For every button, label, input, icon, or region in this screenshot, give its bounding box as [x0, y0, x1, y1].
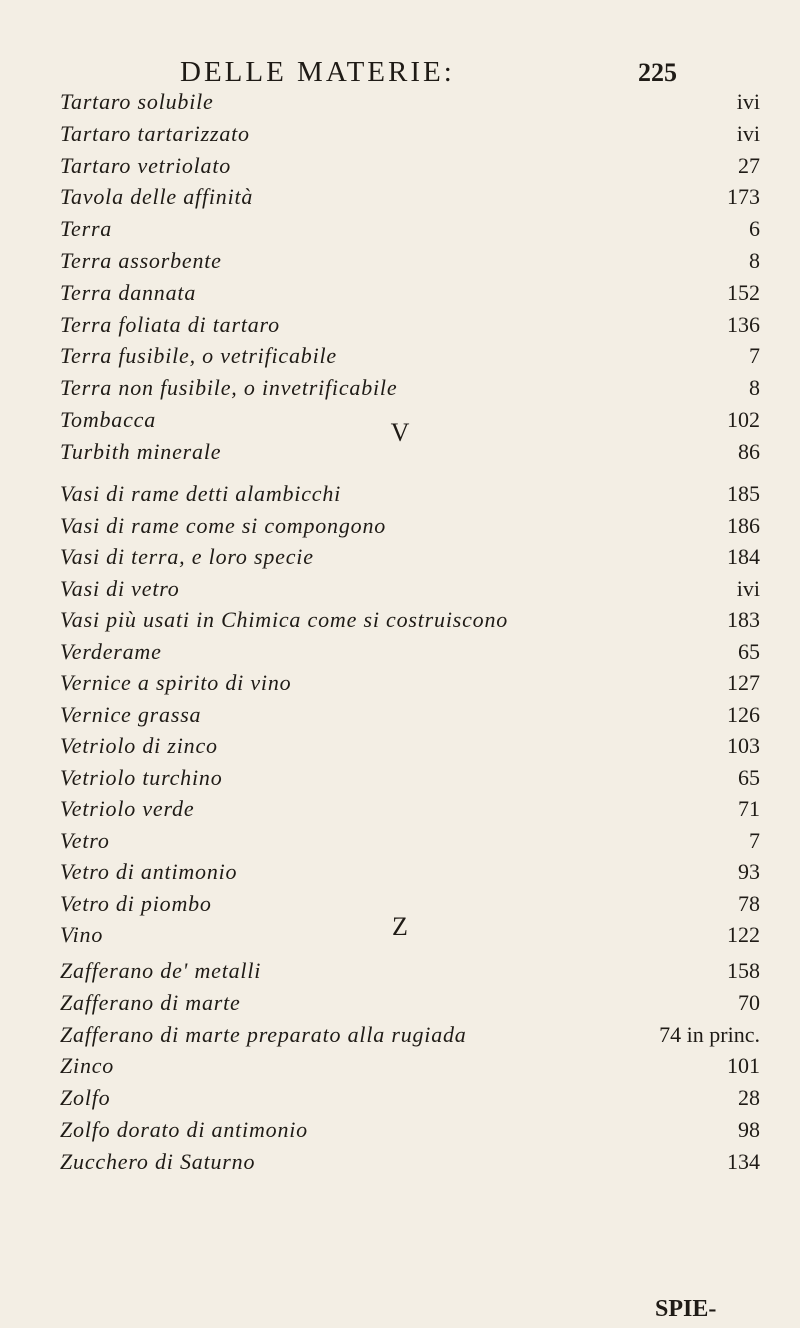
section-letter: Z [392, 912, 408, 941]
index-entry [60, 958, 760, 988]
entry-term: Terra fusibile, o vetrificabile [60, 343, 337, 369]
entry-page-ref: 8 [749, 248, 760, 273]
index-entry [60, 121, 760, 151]
entry-page-ref: ivi [736, 89, 760, 114]
index-entry [60, 1117, 760, 1147]
entry-page-ref: 126 [727, 701, 760, 727]
entry-term: Terra dannata [60, 279, 197, 305]
entry-page-ref: 152 [727, 279, 760, 305]
index-entry [60, 248, 760, 278]
index-entry [60, 670, 760, 700]
index-entry [60, 1053, 760, 1083]
entry-page-ref: 173 [727, 184, 760, 210]
index-entry [60, 796, 760, 826]
entry-term: Vernice a spirito di vino [60, 670, 292, 695]
entry-page-ref: 103 [727, 733, 760, 758]
entry-page-ref: 184 [727, 544, 760, 569]
index-entry [60, 576, 760, 606]
index-entry [60, 343, 760, 373]
entry-page-ref: 28 [738, 1085, 760, 1111]
entry-term: Terra assorbente [60, 248, 222, 273]
entry-page-ref: 134 [727, 1148, 760, 1174]
index-entry [60, 639, 760, 669]
index-entry [60, 765, 760, 795]
entry-term: Tombacca [60, 407, 157, 432]
entry-page-ref: 136 [727, 311, 760, 337]
index-entry [60, 184, 760, 214]
entry-term: Tavola delle affinità [60, 184, 254, 210]
index-entry [60, 153, 760, 183]
header-title: DELLE MATERIE: [180, 56, 455, 88]
index-entry [60, 1022, 760, 1052]
index-entry [60, 513, 760, 543]
entry-term: Zucchero di Saturno [60, 1148, 256, 1174]
entry-term: Vasi di vetro [60, 575, 180, 601]
entry-term: Vino [60, 922, 104, 947]
entry-term: Zafferano de' metalli [60, 958, 262, 983]
page-number: 225 [638, 58, 677, 87]
entry-page-ref: 6 [749, 216, 760, 242]
index-entry [60, 828, 760, 858]
entry-term: Vetriolo turchino [60, 764, 223, 790]
index-entry [60, 216, 760, 246]
entry-term: Terra [60, 216, 113, 242]
entry-term: Vasi di rame come si compongono [60, 512, 387, 538]
entry-page-ref: 101 [727, 1053, 760, 1079]
entry-page-ref: ivi [736, 120, 760, 146]
entry-page-ref: 8 [749, 375, 760, 401]
entry-page-ref: 71 [738, 796, 760, 821]
index-entry [60, 375, 760, 405]
entry-page-ref: 186 [727, 512, 760, 538]
entry-page-ref: 7 [749, 827, 760, 853]
entry-page-ref: 78 [738, 890, 760, 916]
entry-page-ref: 65 [738, 638, 760, 664]
entry-term: Verderame [60, 638, 162, 664]
entry-page-ref: 127 [727, 670, 760, 695]
index-entry [60, 312, 760, 342]
entry-term: Vetriolo verde [60, 796, 195, 821]
index-entry [60, 280, 760, 310]
catchword: SPIE- [655, 1296, 717, 1322]
entry-page-ref: 183 [727, 607, 760, 632]
entry-term: Vasi di rame detti alambicchi [60, 481, 342, 506]
entry-page-ref: 185 [727, 481, 760, 506]
section-letter: V [390, 418, 410, 447]
entry-term: Zafferano di marte [60, 989, 241, 1015]
entry-term: Zolfo dorato di antimonio [60, 1117, 308, 1142]
index-entry [60, 859, 760, 889]
entry-term: Tartaro vetriolato [60, 152, 232, 178]
entry-term: Zolfo [60, 1085, 111, 1111]
entry-term: Terra foliata di tartaro [60, 311, 280, 337]
entry-term: Vetro [60, 827, 110, 853]
entry-page-ref: 122 [727, 922, 760, 947]
entry-term: Tartaro tartarizzato [60, 120, 250, 146]
entry-page-ref: 7 [749, 343, 760, 369]
index-entry [60, 89, 760, 119]
entry-term: Vetro di antimonio [60, 859, 238, 884]
entry-term: Vasi più usati in Chimica come si costruiscono [60, 607, 509, 632]
index-entry [60, 990, 760, 1020]
entry-page-ref: 158 [727, 958, 760, 983]
entry-term: Zafferano di marte preparato alla rugiada [60, 1021, 467, 1047]
entry-page-ref: 86 [738, 438, 760, 464]
entry-term: Vernice grassa [60, 701, 202, 727]
entry-term: Terra non fusibile, o invetrificabile [60, 375, 398, 401]
index-entry [60, 544, 760, 574]
index-entry [60, 702, 760, 732]
entry-term: Vetriolo di zinco [60, 733, 218, 758]
entry-term: Vetro di piombo [60, 890, 212, 916]
entry-term: Zinco [60, 1053, 115, 1079]
entry-page-ref: 93 [738, 859, 760, 884]
entry-page-ref: 98 [738, 1117, 760, 1142]
entry-page-ref: 27 [738, 152, 760, 178]
entry-page-ref: 102 [727, 407, 760, 432]
index-entry [60, 733, 760, 763]
index-entry [60, 1085, 760, 1115]
entry-page-ref: 74 in princ. [659, 1021, 760, 1047]
entry-term: Turbith minerale [60, 438, 222, 464]
index-entry [60, 481, 760, 511]
entry-page-ref: ivi [736, 575, 760, 601]
index-entry [60, 1149, 760, 1179]
index-entry [60, 607, 760, 637]
entry-term: Vasi di terra, e loro specie [60, 544, 314, 569]
entry-term: Tartaro solubile [60, 89, 214, 114]
entry-page-ref: 65 [738, 764, 760, 790]
entry-page-ref: 70 [738, 989, 760, 1015]
